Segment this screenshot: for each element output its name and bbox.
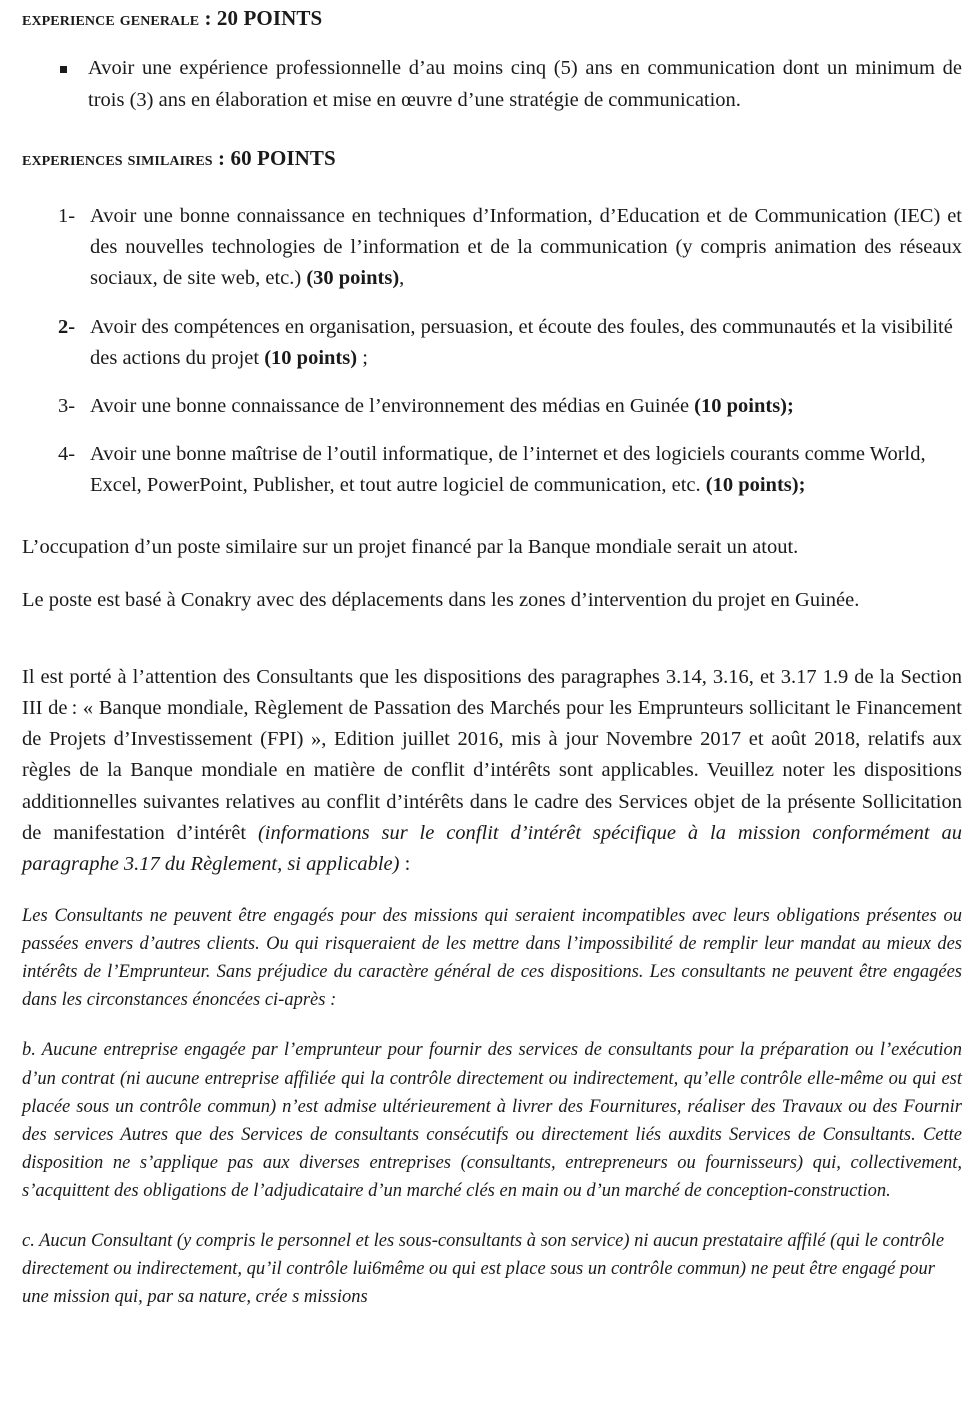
paragraph-attention-part2: : [399,852,411,875]
list-item [22,312,962,374]
spacer [22,1014,962,1036]
paragraph-attention-part1: Il est porté à l’attention des Consultants que les dispositions des paragraphes 3.14, 3.16, et 3.17 1.9 de la Section III de : « Banque mondiale, Règlement de Passation des Marchés pour les Emprunteurs sollicitant le Financement de Projets d’Investissement (FPI) », Edition juillet 2016, mis à jour Novembre 2017 et août 2018, relatifs aux règles de la Banque mondiale en matière de conflit d’intérêts sont applicables. Veuillez noter les dispositions additionnelles suivantes relatives au conflit d’intérêts dans le cadre des Services objet de la présente Sollicitation de manifestation d’intérêt [22,665,962,844]
paragraph-attention-consultants [22,662,962,880]
list-item-marker: 4- [58,443,76,466]
heading-experiences-similaires [22,146,962,171]
spacer [22,880,962,902]
paragraph-clause-c: c. Aucun Consultant (y compris le personnel et les sous-consultants à son service) ni aucun prestataire affilé (qui le contrôle directement ou indirectement, qu’il contrôle lui6même ou qui est place sous un contrôle commun) ne peut être engagé pour une mission qui, par sa nature, crée s missions [22,1231,945,1308]
list-item-text-after: , [399,267,405,290]
spacer [22,171,962,201]
heading-experience-generale [22,6,962,31]
paragraph-poste-base: Le poste est basé à Conakry avec des déplacements dans les zones d’intervention du projet en Guinée. [22,589,860,612]
heading-experiences-similaires-points: : 60 POINTS [212,145,336,170]
list-item-marker: 3- [58,394,76,417]
list-item-text-after: ; [357,346,368,369]
list-item [22,439,962,501]
paragraph-clause-b: b. Aucune entreprise engagée par l’emprunteur pour fournir des services de consultants pour la préparation ou l’exécution d’un contrat (ni aucune entreprise affiliée qui la contrôle directement ou indirectement, qu’elle contrôle elle-même ou qui est placée sous un contrôle commun) n’est admise ultérieurement à livrer des Fournitures, réaliser des Travaux ou des Fournir des services Autres que des Services de consultants consécutifs ou directement liés auxdits Services de Consultants. Cette disposition ne s’applique pas aux diverses entreprises (consultants, entrepreneurs ou fournisseurs) qui, collectivement, s’acquittent des obligations de l’adjudicataire d’un marché clés en main ou d’un marché de conception-construction. [22,1040,962,1201]
list-item-points: (10 points); [705,474,806,497]
spacer [22,116,962,146]
spacer [22,563,962,585]
list-item-points: (10 points); [694,394,794,417]
square-bullet-icon [60,66,67,73]
list-item-text: Avoir une bonne maîtrise de l’outil informatique, de l’internet et des logiciels courants comme World, Excel, PowerPoint, Publisher, et tout autre logiciel de communication, etc. [90,443,926,497]
paragraph-italic-intro: Les Consultants ne peuvent être engagés pour des missions qui seraient incompatibles avec leurs obligations présentes ou passées envers d’autres clients. Ou qui risqueraient de les mettre dans l’impossibilité de remplir leur mandat au mieux des intérêts de l’Emprunteur. Sans préjudice du caractère général de ces dispositions. Les consultants ne peuvent être engagées dans les circonstances énoncées ci-après : [22,906,962,1011]
paragraph-attention-italic: (informations sur le conflit d’intérêt spécifique à la mission conformément au paragraphe 3.17 du Règlement, si applicable) [22,821,962,875]
list-item-text: Avoir une bonne connaissance en techniques d’Information, d’Education et de Communication (IEC) et des nouvelles technologies de l’information et de la communication (y compris animation des réseaux sociaux, de site web, etc.) [90,205,962,290]
list-item-marker: 2- [58,315,76,338]
list-item [22,391,962,422]
document-body [22,6,962,1311]
spacer [22,518,962,532]
spacer [22,616,962,662]
list-item-text: Avoir des compétences en organisation, persuasion, et écoute des foules, des communautés et la visibilité des actions du projet [90,315,953,369]
heading-experience-generale-points: : 20 POINTS [199,6,323,30]
list-item [22,53,962,115]
paragraph-atout: L’occupation d’un poste similaire sur un projet financé par la Banque mondiale serait un atout. [22,536,799,559]
spacer [22,31,962,53]
heading-experience-generale-label: experience generale [22,9,200,30]
experiences-similaires-numbered-list [22,201,962,501]
list-item [22,201,962,294]
list-item-marker: 1- [58,205,76,228]
spacer [22,1205,962,1227]
list-item-text: Avoir une bonne connaissance de l’environnement des médias en Guinée [90,394,695,417]
list-item-text: Avoir une expérience professionnelle d’au moins cinq (5) ans en communication dont un minimum de trois (3) ans en élaboration et mise en œuvre d’une stratégie de communication. [88,57,962,111]
experience-generale-bullet-list [22,53,962,115]
heading-experiences-similaires-label: experiences similaires [22,148,213,170]
list-item-points: (30 points) [306,267,400,290]
list-item-points: (10 points) [264,346,358,369]
